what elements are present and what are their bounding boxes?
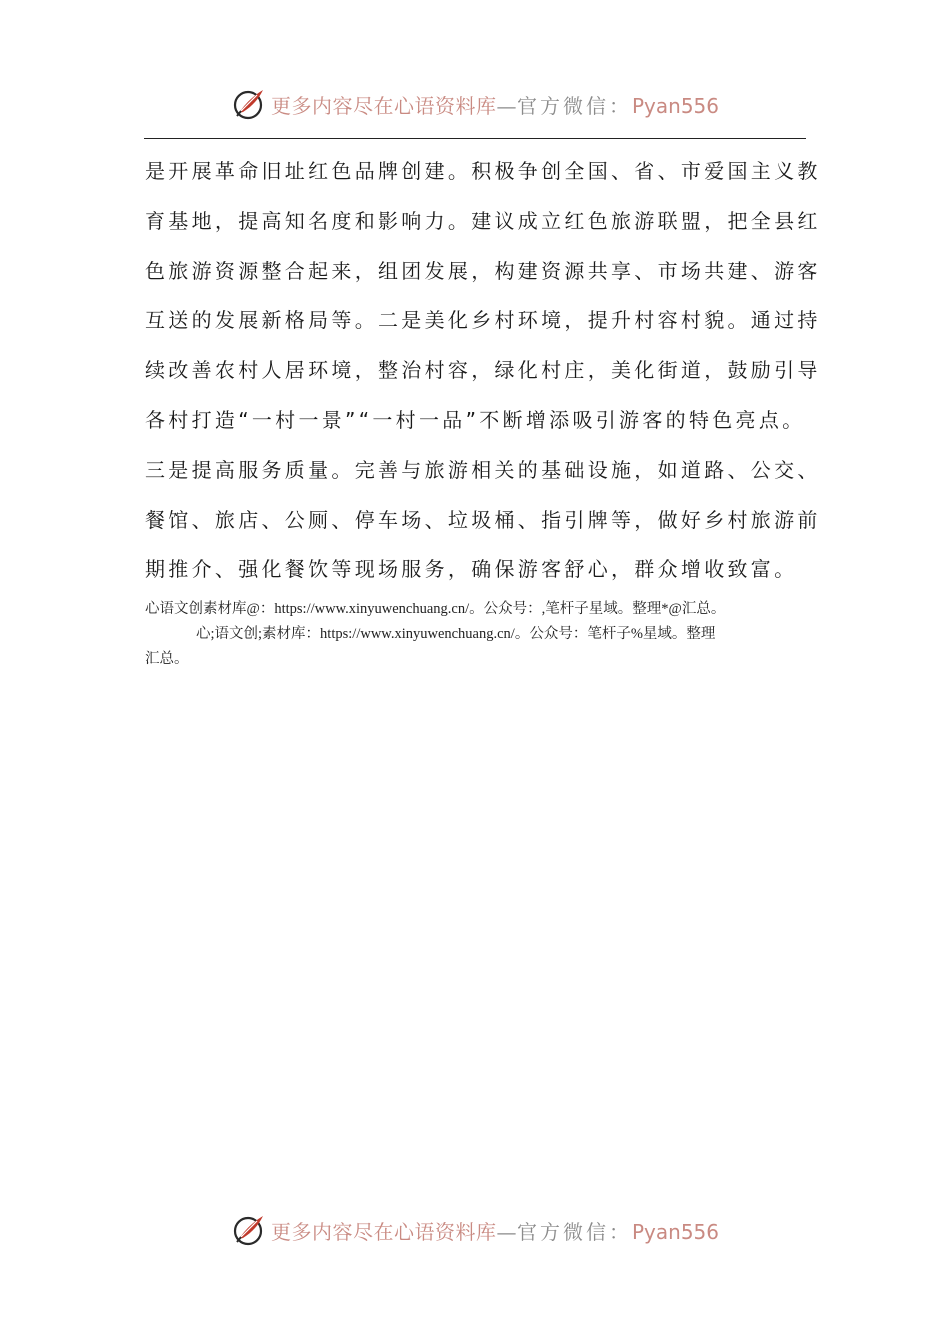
body-paragraph <box>145 147 835 595</box>
footer-banner <box>0 1210 950 1250</box>
quill-logo-icon <box>231 86 267 122</box>
body-line: 育基地，提高知名度和影响力。建议成立红色旅游联盟，把全县红 <box>145 208 821 233</box>
body-line: 各村打造“一村一景”“一村一品”不断增添吸引游客的特色亮点。 <box>145 407 806 432</box>
body-line: 续改善农村人居环境，整治村容，绿化村庄，美化街道，鼓励引导 <box>145 358 821 383</box>
body-line: 是开展革命旧址红色品牌创建。积极争创全国、省、市爱国主义教 <box>145 159 821 183</box>
body-line: 三是提高服务质量。完善与旅游相关的基础设施，如道路、公交、 <box>145 457 821 482</box>
header-dash: — <box>496 93 517 118</box>
header-brand: 更多内容尽在心语资料库 <box>270 93 497 118</box>
footer-wechat-label: 官方微信： <box>516 1219 632 1244</box>
footer-wechat-id: Pyan556 <box>631 1219 719 1244</box>
header-banner <box>0 84 950 124</box>
source-note-2: 心;语文创;素材库：https://www.xinyuwenchuang.cn/。公众号：笔杆子%星域。整理 <box>196 626 716 642</box>
footer-banner-text <box>271 1216 719 1245</box>
source-note-3: 汇总。 <box>145 651 189 667</box>
source-note-1: 心语文创素材库@：https://www.xinyuwenchuang.cn/。公众号：,笔杆子星域。整理*@汇总。 <box>145 601 726 617</box>
body-line: 互送的发展新格局等。二是美化乡村环境，提升村容村貌。通过持 <box>145 308 821 333</box>
footer-brand: 更多内容尽在心语资料库 <box>270 1219 497 1244</box>
header-banner-text <box>271 90 719 119</box>
header-wechat-id: Pyan556 <box>631 93 719 118</box>
header-wechat-label: 官方微信： <box>516 93 632 118</box>
body-line: 餐馆、旅店、公厕、停车场、垃圾桶、指引牌等，做好乡村旅游前 <box>145 507 821 532</box>
quill-logo-icon <box>231 1212 267 1248</box>
body-line: 色旅游资源整合起来，组团发展，构建资源共享、市场共建、游客 <box>145 258 821 283</box>
body-line: 期推介、强化餐饮等现场服务，确保游客舒心，群众增收致富。 <box>145 557 798 582</box>
footer-dash: — <box>496 1219 517 1244</box>
header-divider <box>144 138 806 139</box>
